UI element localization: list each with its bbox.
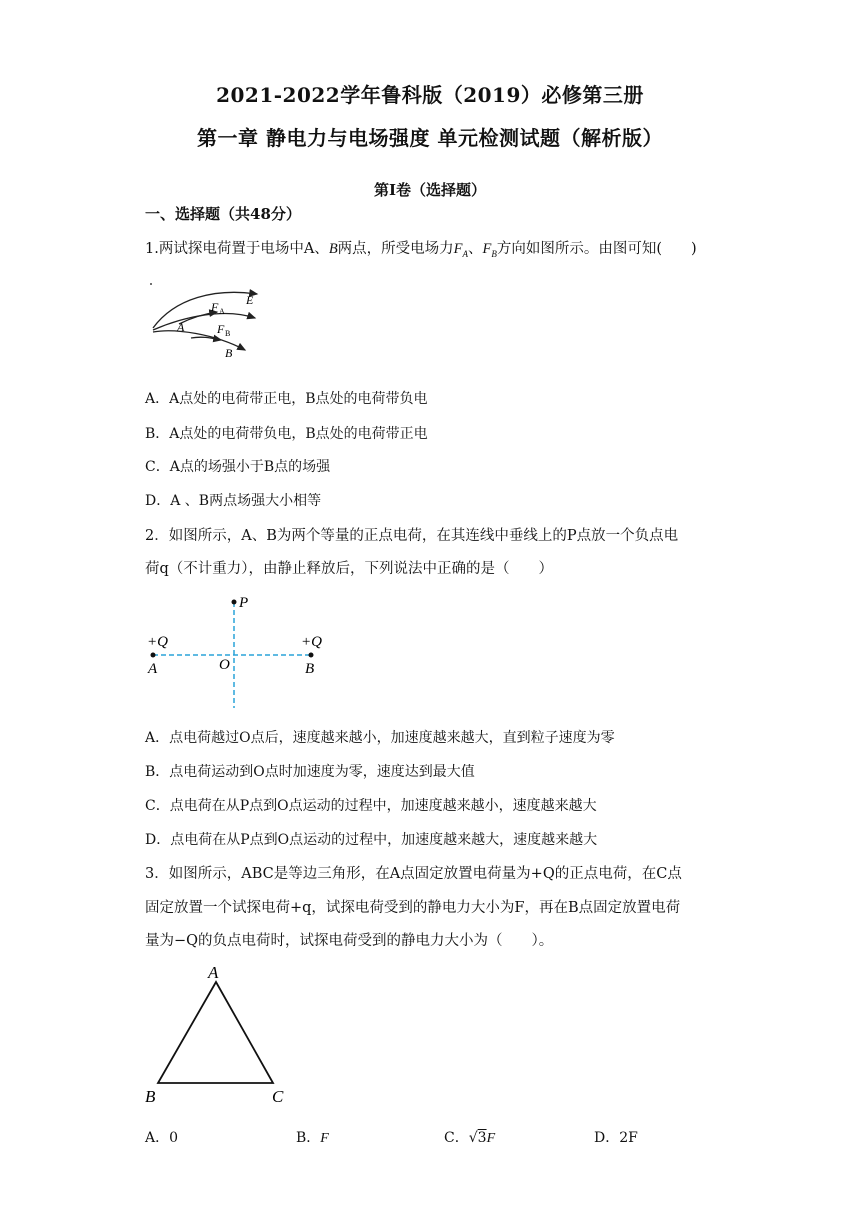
q2-option-d[interactable]: D．点电荷在从P点到O点运动的过程中，加速度越来越大，速度越来越大: [145, 832, 598, 848]
q1-option-c[interactable]: C．A点的场强小于B点的场强: [145, 459, 331, 475]
q3-option-d-value: 2F: [619, 1130, 638, 1146]
q3-option-d-label: D．: [594, 1130, 620, 1146]
q3-option-a-value: 0: [169, 1130, 179, 1146]
q1-figure-label-e: E: [246, 293, 254, 307]
q1-force-b-symbol: F: [482, 241, 492, 257]
q1-option-d[interactable]: D．A 、B两点场强大小相等: [145, 493, 322, 509]
q1-field-line-middle: [153, 314, 255, 330]
q3-option-b[interactable]: [296, 1127, 329, 1147]
q2-option-b[interactable]: B．点电荷运动到O点时加速度为零，速度达到最大值: [145, 764, 475, 780]
q1-force-a-symbol: F: [453, 241, 463, 257]
q3-option-c-value: F: [486, 1131, 496, 1146]
q3-option-b-label: B．: [296, 1130, 321, 1146]
q3-option-c-label: C．: [444, 1130, 469, 1146]
q1-field-line-top: [153, 292, 257, 328]
q3-option-a-label: A．: [145, 1130, 170, 1146]
q3-label-b: B: [145, 1087, 156, 1106]
q3-stem-line3: 量为−Q的负点电荷时，试探电荷受到的静电力大小为（ ）。: [145, 933, 554, 949]
q1-stem-part-a: 1.两试探电荷置于电场中A、: [145, 241, 329, 257]
q1-stem-part-d: 方向如图所示。由图可知( ): [496, 241, 697, 257]
q2-label-p: P: [239, 595, 249, 611]
q1-separator: 、: [468, 241, 483, 257]
q1-force-b-arrow: [191, 337, 221, 340]
q2-stem-line1: 2．如图所示，A、B为两个等量的正点电荷，在其连线中垂线上的P点放一个负点电: [145, 528, 679, 544]
q1-stem-point-b: B: [328, 241, 338, 257]
q2-label-a: A: [148, 661, 158, 677]
q3-option-d[interactable]: [594, 1127, 638, 1147]
q2-label-qb: +Q: [301, 634, 322, 650]
q3-equilateral-triangle: [158, 982, 273, 1083]
q3-option-a[interactable]: [145, 1127, 178, 1147]
q3-triangle-figure: [140, 960, 300, 1110]
document-title-line1: 2021-2022学年鲁科版（2019）必修第三册: [216, 83, 644, 107]
q2-charge-b: [309, 653, 314, 658]
q2-label-o: O: [219, 657, 230, 673]
q2-charge-a: [151, 653, 156, 658]
q2-label-b: B: [305, 661, 315, 677]
q1-figure-label-b: B: [225, 346, 233, 360]
q2-option-c[interactable]: C．点电荷在从P点到O点运动的过程中，加速度越来越小，速度越来越大: [145, 798, 597, 814]
q3-option-c[interactable]: [444, 1127, 495, 1147]
q1-option-a[interactable]: A．A点处的电荷带正电，B点处的电荷带负电: [145, 391, 428, 407]
q2-stem-line2: 荷q（不计重力），由静止释放后，下列说法中正确的是（ ）: [145, 561, 554, 577]
q3-label-c: C: [272, 1087, 284, 1106]
q1-figure-label-a: A: [177, 320, 185, 334]
q1-figure-label-fa-sub: A: [219, 307, 225, 316]
q2-point-p: [232, 600, 237, 605]
q1-option-b[interactable]: B．A点处的电荷带负电，B点处的电荷带正电: [145, 426, 428, 442]
q3-label-a: A: [208, 963, 219, 982]
q1-figure-label-fb: F: [217, 322, 225, 336]
q1-force-b-subscript: B: [491, 248, 497, 259]
q3-option-c-radicand: 3: [477, 1130, 487, 1146]
q2-label-qa: +Q: [147, 634, 168, 650]
q1-figure-label-fa: F: [211, 300, 219, 314]
q1-electric-field-figure: [145, 278, 270, 368]
part-heading: 第Ⅰ卷（选择题）: [373, 181, 487, 199]
sqrt-icon: √: [468, 1130, 478, 1146]
q1-stem: [145, 237, 697, 259]
q1-stem-part-c: 两点，所受电场力: [337, 241, 454, 257]
document-title-line2: 第一章 静电力与电场强度 单元检测试题（解析版）: [197, 126, 663, 150]
q3-stem-line2: 固定放置一个试探电荷+q，试探电荷受到的静电力大小为F，再在B点固定放置电荷: [145, 900, 681, 916]
q3-stem-line1: 3．如图所示，ABC是等边三角形，在A点固定放置电荷量为+Q的正点电荷，在C点: [145, 866, 682, 882]
q1-figure-label-fb-sub: B: [225, 329, 231, 338]
section-heading: 一、选择题（共48分）: [145, 205, 301, 223]
q1-figure-dot: [150, 283, 152, 285]
q1-force-a-subscript: A: [462, 248, 469, 259]
q3-option-b-value: F: [320, 1131, 329, 1146]
q2-option-a[interactable]: A．点电荷越过O点后，速度越来越小，加速度越来越大，直到粒子速度为零: [145, 730, 615, 746]
q2-charges-figure: [145, 590, 335, 710]
